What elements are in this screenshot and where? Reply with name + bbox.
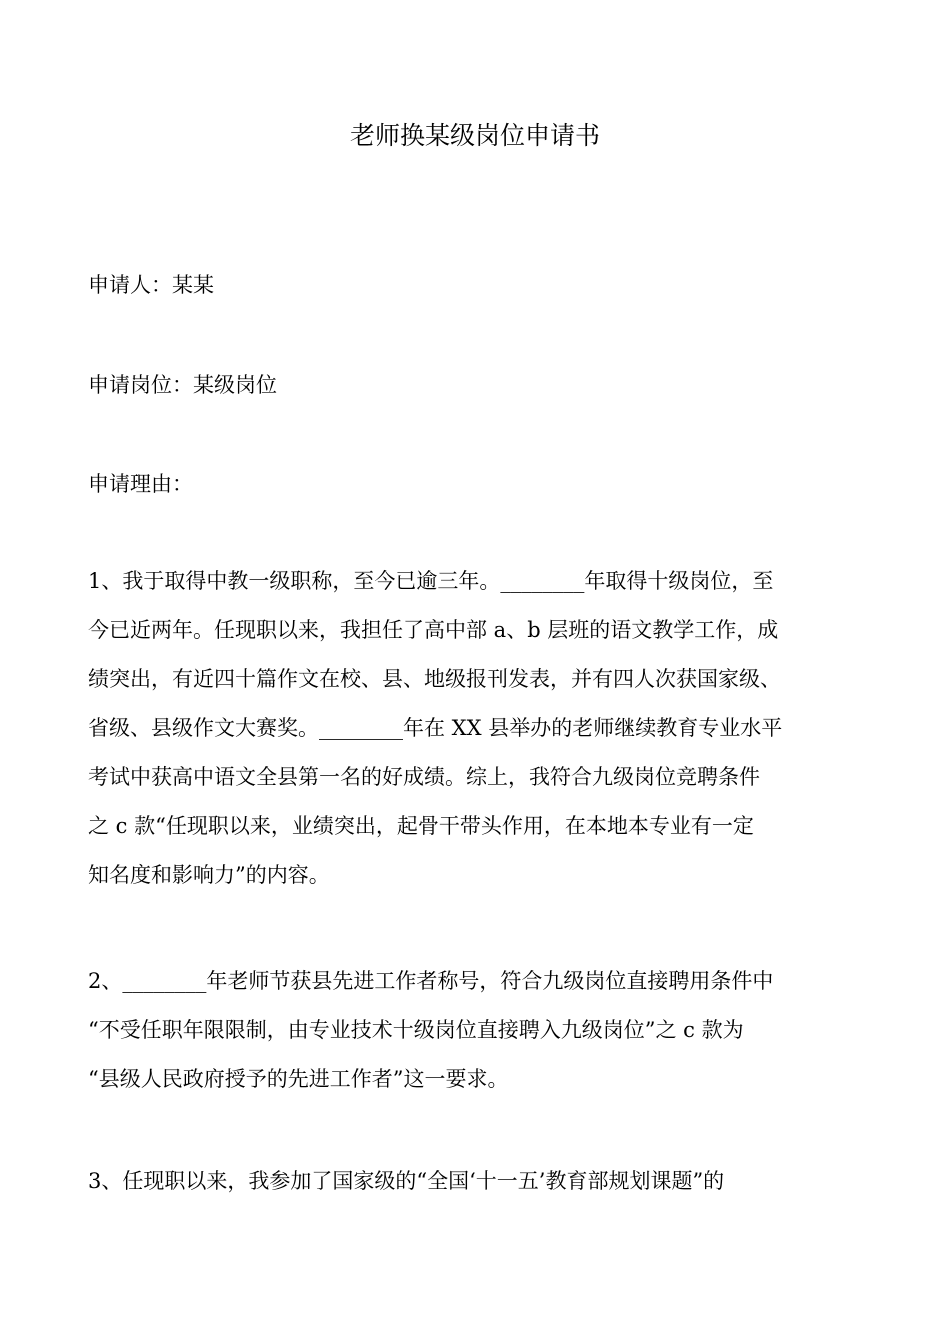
paragraph-line: 3、任现职以来，我参加了国家级的“全国‘十一五’教育部规划课题”的 (88, 1169, 725, 1193)
paragraph-line: 今已近两年。任现职以来，我担任了高中部 a、b 层班的语文教学工作，成 (88, 618, 779, 642)
applicant-field: 申请人：某某 (88, 273, 214, 297)
paragraph-line: “县级人民政府授予的先进工作者”这一要求。 (88, 1067, 509, 1091)
reason-heading: 申请理由： (88, 472, 193, 496)
paragraph-2 (88, 957, 878, 1104)
paragraph-line: 知名度和影响力”的内容。 (88, 863, 330, 887)
paragraph-line: 1、我于取得中教一级职称，至今已逾三年。________年取得十级岗位，至 (88, 569, 774, 593)
paragraph-line: 绩突出，有近四十篇作文在校、县、地级报刊发表，并有四人次获国家级、 (88, 667, 781, 691)
paragraph-line: 省级、县级作文大赛奖。________年在 XX 县举办的老师继续教育专业水平 (88, 716, 783, 740)
position-field: 申请岗位：某级岗位 (88, 373, 277, 397)
paragraph-1 (88, 557, 878, 900)
paragraph-3 (88, 1157, 878, 1206)
paragraph-line: 之 c 款“任现职以来，业绩突出，起骨干带头作用，在本地本专业有一定 (88, 814, 754, 838)
paragraph-line: “不受任职年限限制，由专业技术十级岗位直接聘入九级岗位”之 c 款为 (88, 1018, 744, 1042)
paragraph-line: 考试中获高中语文全县第一名的好成绩。综上，我符合九级岗位竞聘条件 (88, 765, 760, 789)
paragraph-line: 2、________年老师节获县先进工作者称号，符合九级岗位直接聘用条件中 (88, 969, 774, 993)
document-title: 老师换某级岗位申请书 (349, 121, 600, 150)
